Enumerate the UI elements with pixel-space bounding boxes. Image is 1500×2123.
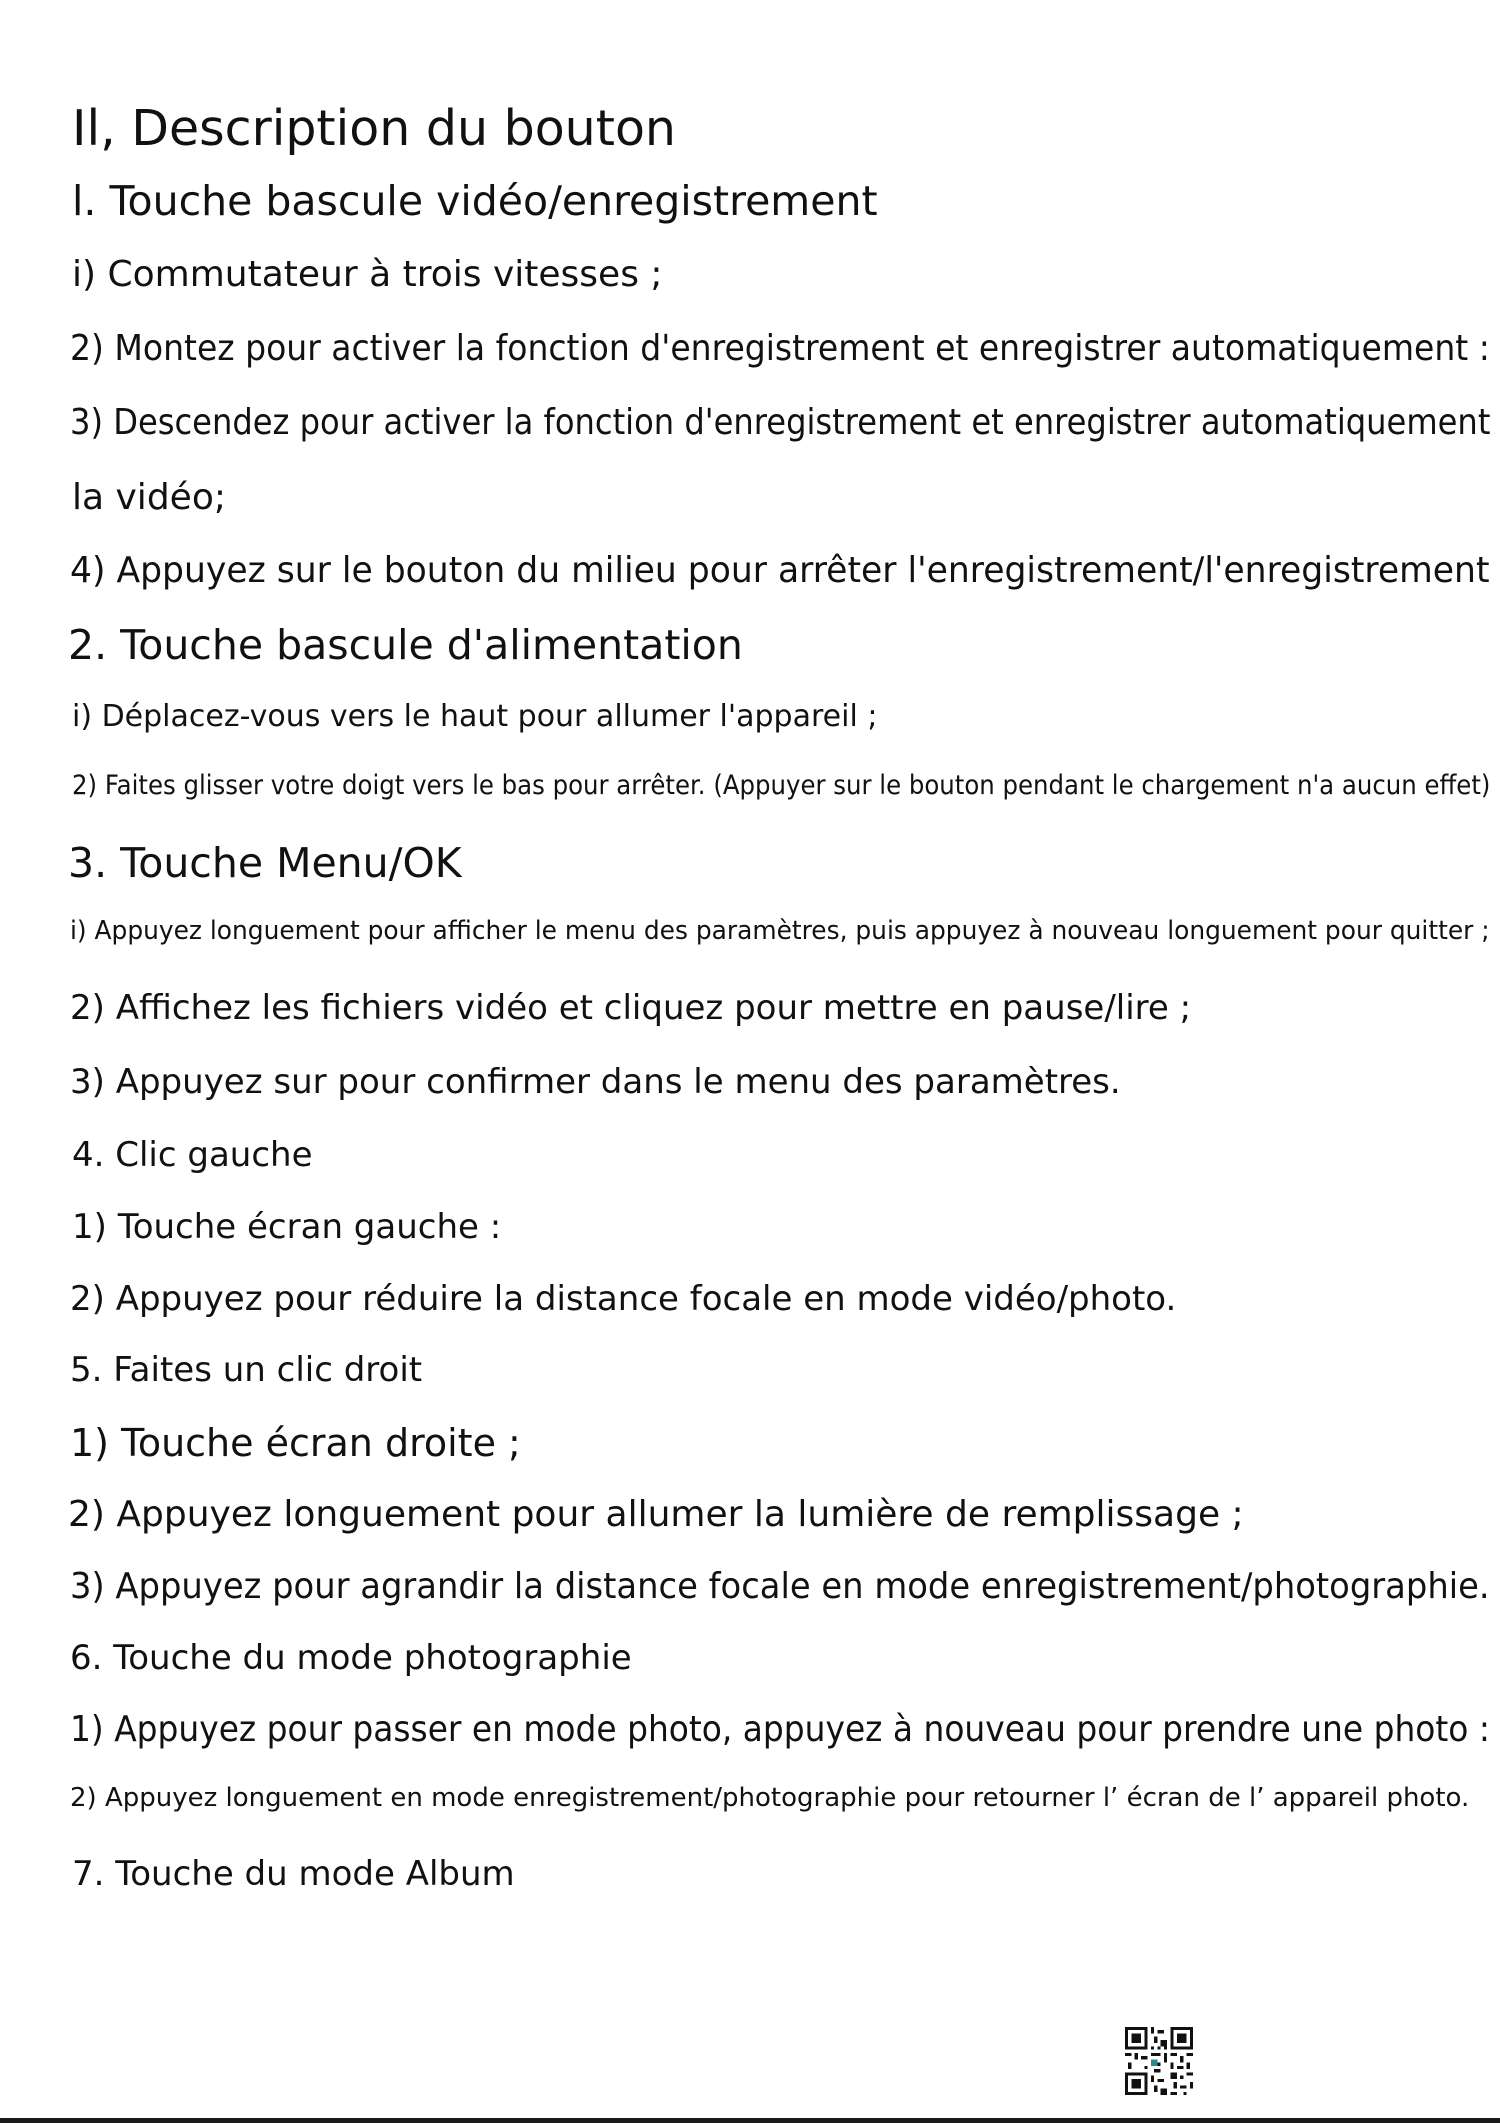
list-item: la vidéo; [72, 477, 226, 518]
page-title: Il, Description du bouton [72, 100, 676, 157]
section-heading-album-mode: 7. Touche du mode Album [72, 1854, 515, 1894]
list-item: 2) Appuyez longuement en mode enregistrement/photographie pour retourner l’ écran de l’ appareil photo. [70, 1783, 1470, 1813]
list-item: 4) Appuyez sur le bouton du milieu pour arrêter l'enregistrement/l'enregistrement [70, 550, 1490, 591]
qr-code-icon [1125, 2027, 1193, 2095]
page-bottom-border [0, 2118, 1500, 2123]
section-heading-menu-ok: 3. Touche Menu/OK [68, 839, 462, 887]
list-item: 1) Appuyez pour passer en mode photo, appuyez à nouveau pour prendre une photo : [70, 1709, 1490, 1750]
list-item: i) Appuyez longuement pour afficher le menu des paramètres, puis appuyez à nouveau longuement pour quitter ; [70, 916, 1490, 946]
section-heading-left-click: 4. Clic gauche [72, 1135, 313, 1175]
list-item: 2) Appuyez longuement pour allumer la lumière de remplissage ; [68, 1494, 1244, 1535]
list-item: 1) Touche écran gauche : [72, 1207, 502, 1247]
list-item: 3) Appuyez sur pour confirmer dans le menu des paramètres. [70, 1062, 1121, 1102]
list-item: 2) Appuyez pour réduire la distance focale en mode vidéo/photo. [70, 1279, 1177, 1319]
list-item: 1) Touche écran droite ; [70, 1421, 521, 1465]
list-item: 2) Affichez les fichiers vidéo et cliquez pour mettre en pause/lire ; [70, 988, 1192, 1028]
section-heading-power-switch: 2. Touche bascule d'alimentation [68, 621, 743, 669]
list-item: 3) Appuyez pour agrandir la distance focale en mode enregistrement/photographie. [70, 1566, 1490, 1607]
list-item: 2) Montez pour activer la fonction d'enregistrement et enregistrer automatiquement : [70, 328, 1490, 369]
list-item: 3) Descendez pour activer la fonction d'enregistrement et enregistrer automatiquement [70, 402, 1491, 443]
section-heading-right-click: 5. Faites un clic droit [70, 1350, 423, 1390]
list-item: 2) Faites glisser votre doigt vers le bas pour arrêter. (Appuyer sur le bouton pendant le chargement n'a aucun effet) [72, 770, 1491, 801]
section-heading-video-record-switch: l. Touche bascule vidéo/enregistrement [72, 177, 878, 225]
list-item: i) Déplacez-vous vers le haut pour allumer l'appareil ; [72, 699, 878, 734]
list-item: i) Commutateur à trois vitesses ; [72, 254, 663, 295]
section-heading-photo-mode: 6. Touche du mode photographie [70, 1638, 632, 1678]
